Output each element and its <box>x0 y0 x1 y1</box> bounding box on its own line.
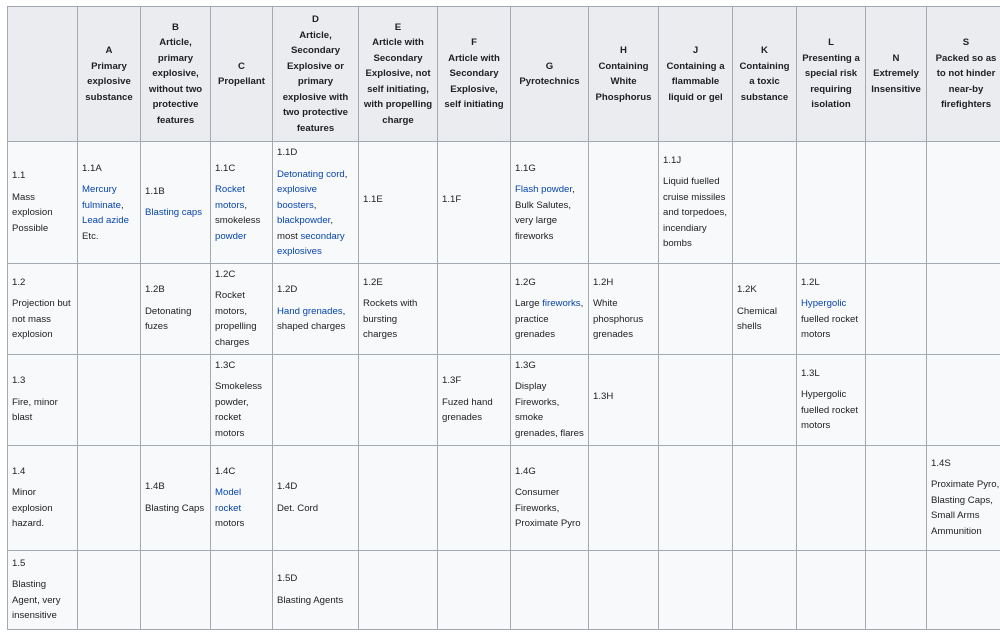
column-label: Presenting a special risk requiring isolation <box>801 51 861 113</box>
compatibility-cell-f <box>438 263 511 354</box>
division-code: 1.2 <box>12 275 73 291</box>
compatibility-cell-c <box>211 354 273 445</box>
column-letter: F <box>442 35 506 51</box>
compatibility-cell-g <box>511 142 589 264</box>
article-link[interactable]: Lead azide <box>82 215 129 226</box>
compatibility-cell-n <box>866 354 927 445</box>
article-link[interactable]: fireworks <box>542 298 580 309</box>
compatibility-code: 1.4C <box>215 464 268 480</box>
division-code: 1.5 <box>12 556 73 572</box>
description-text: , <box>314 200 317 211</box>
column-letter: N <box>870 51 922 67</box>
compatibility-cell-g <box>511 354 589 445</box>
compatibility-code: 1.3G <box>515 358 584 374</box>
compatibility-cell-h <box>589 354 659 445</box>
compatibility-cell-k <box>733 142 797 264</box>
compatibility-description <box>442 397 493 424</box>
compatibility-code: 1.3C <box>215 358 268 374</box>
compatibility-cell-j <box>659 550 733 629</box>
compatibility-cell-k <box>733 445 797 550</box>
column-header-g <box>511 7 589 142</box>
column-header-h <box>589 7 659 142</box>
compatibility-cell-d <box>273 550 359 629</box>
compatibility-cell-b <box>141 550 211 629</box>
column-header-j <box>659 7 733 142</box>
column-letter: S <box>931 35 1000 51</box>
compatibility-cell-f <box>438 142 511 264</box>
compatibility-cell-n <box>866 550 927 629</box>
compatibility-description <box>515 298 583 340</box>
article-link[interactable]: blackpowder <box>277 215 330 226</box>
description-text: Display Fireworks, smoke grenades, flares <box>515 381 584 439</box>
column-label: Article, primary explosive, without two protective features <box>145 35 206 128</box>
division-cell <box>8 354 78 445</box>
description-text: Etc. <box>82 231 99 242</box>
compatibility-cell-k <box>733 550 797 629</box>
column-letter: A <box>82 43 136 59</box>
column-header-b <box>141 7 211 142</box>
compatibility-description <box>215 184 260 242</box>
compatibility-cell-a <box>78 142 141 264</box>
compatibility-code: 1.1C <box>215 161 268 177</box>
division-code: 1.4 <box>12 464 73 480</box>
description-text: , smokeless <box>215 200 260 227</box>
compatibility-description <box>215 290 257 348</box>
article-link[interactable]: secondary explosives <box>277 231 345 258</box>
compatibility-cell-j <box>659 354 733 445</box>
description-text: Consumer Fireworks, Proximate Pyro <box>515 487 581 529</box>
compatibility-code: 1.1E <box>363 192 433 208</box>
article-link[interactable]: powder <box>215 231 246 242</box>
description-text: , practice grenades <box>515 298 583 340</box>
compatibility-cell-l <box>797 354 866 445</box>
description-text: motors <box>215 518 244 529</box>
description-text: Fuzed hand grenades <box>442 397 493 424</box>
compatibility-code: 1.1F <box>442 192 506 208</box>
column-letter: D <box>277 12 354 28</box>
compatibility-cell-f <box>438 550 511 629</box>
description-text: , shaped charges <box>277 306 345 333</box>
compatibility-cell-l <box>797 445 866 550</box>
column-header-a <box>78 7 141 142</box>
article-link[interactable]: Blasting caps <box>145 207 202 218</box>
compatibility-cell-g <box>511 445 589 550</box>
compatibility-cell-f <box>438 354 511 445</box>
article-link[interactable]: Detonating cord <box>277 169 345 180</box>
division-description: Fire, minor blast <box>12 395 73 426</box>
division-code: 1.1 <box>12 168 73 184</box>
article-link[interactable]: Hand grenades <box>277 306 343 317</box>
compatibility-description <box>277 595 343 606</box>
compatibility-cell-j <box>659 263 733 354</box>
column-label: Primary explosive substance <box>82 59 136 106</box>
description-text: Liquid fuelled cruise missiles and torpedoes, incendiary bombs <box>663 176 727 249</box>
description-text: Blasting Caps <box>145 503 204 514</box>
compatibility-code: 1.4B <box>145 479 206 495</box>
article-link[interactable]: Flash powder <box>515 184 572 195</box>
column-letter: K <box>737 43 792 59</box>
compatibility-cell-b <box>141 142 211 264</box>
compatibility-code: 1.4G <box>515 464 584 480</box>
compatibility-code: 1.4S <box>931 456 1000 472</box>
compatibility-description <box>931 479 999 537</box>
column-label: Propellant <box>215 74 268 90</box>
description-text: Det. Cord <box>277 503 318 514</box>
compatibility-code: 1.1A <box>82 161 136 177</box>
compatibility-cell-a <box>78 354 141 445</box>
division-description: Projection but not mass explosion <box>12 296 73 343</box>
table-row <box>8 263 1000 354</box>
compatibility-description <box>82 184 129 242</box>
column-letter: L <box>801 35 861 51</box>
column-label: Containing a toxic substance <box>737 59 792 106</box>
header-row <box>8 7 1000 142</box>
division-cell <box>8 142 78 264</box>
compatibility-cell-g <box>511 550 589 629</box>
compatibility-description <box>663 176 727 249</box>
column-label: Article with Secondary Explosive, not self initiating, with propelling charge <box>363 35 433 128</box>
column-label: Article with Secondary Explosive, self initiating <box>442 51 506 113</box>
column-letter: J <box>663 43 728 59</box>
compatibility-cell-j <box>659 445 733 550</box>
description-text: , most <box>277 215 333 242</box>
compatibility-description <box>215 381 262 439</box>
division-cell <box>8 550 78 629</box>
description-text: White phosphorus grenades <box>593 298 643 340</box>
column-letter: G <box>515 59 584 75</box>
column-label: Article, Secondary Explosive or primary explosive with two protective features <box>277 28 354 137</box>
compatibility-description <box>145 306 191 333</box>
division-description: Minor explosion hazard. <box>12 485 73 532</box>
compatibility-cell-b <box>141 263 211 354</box>
compatibility-code: 1.1J <box>663 153 728 169</box>
description-text: , <box>121 200 124 211</box>
column-letter: B <box>145 20 206 36</box>
column-header-d <box>273 7 359 142</box>
compatibility-description <box>801 389 858 431</box>
article-link[interactable]: Hypergolic <box>801 298 846 309</box>
compatibility-code: 1.2D <box>277 282 354 298</box>
description-text: Hypergolic fuelled rocket motors <box>801 389 858 431</box>
compatibility-cell-s <box>927 142 1000 264</box>
compatibility-description <box>801 298 858 340</box>
table-body <box>8 142 1000 630</box>
compatibility-code: 1.1G <box>515 161 584 177</box>
compatibility-cell-s <box>927 445 1000 550</box>
compatibility-cell-e <box>359 354 438 445</box>
compatibility-cell-n <box>866 263 927 354</box>
article-link[interactable]: Model rocket <box>215 487 241 514</box>
article-link[interactable]: Mercury fulminate <box>82 184 121 211</box>
compatibility-description <box>515 487 581 529</box>
compatibility-cell-c <box>211 263 273 354</box>
compatibility-cell-b <box>141 445 211 550</box>
column-label: Pyrotechnics <box>515 74 584 90</box>
compatibility-cell-d <box>273 445 359 550</box>
compatibility-code: 1.4D <box>277 479 354 495</box>
description-text: , Bulk Salutes, very large fireworks <box>515 184 575 242</box>
column-label: Extremely Insensitive <box>870 66 922 97</box>
compatibility-cell-n <box>866 142 927 264</box>
column-header-l <box>797 7 866 142</box>
description-text: Rockets with bursting charges <box>363 298 417 340</box>
compatibility-description <box>515 184 575 242</box>
compatibility-cell-b <box>141 354 211 445</box>
compatibility-cell-d <box>273 263 359 354</box>
compatibility-cell-l <box>797 142 866 264</box>
compatibility-cell-f <box>438 445 511 550</box>
compatibility-cell-l <box>797 550 866 629</box>
description-text: fuelled rocket motors <box>801 314 858 341</box>
compatibility-cell-c <box>211 550 273 629</box>
compatibility-cell-e <box>359 445 438 550</box>
column-header-n <box>866 7 927 142</box>
compatibility-code: 1.3F <box>442 373 506 389</box>
column-letter: C <box>215 59 268 75</box>
compatibility-code: 1.2K <box>737 282 792 298</box>
table-row <box>8 354 1000 445</box>
description-text: Chemical shells <box>737 306 777 333</box>
compatibility-cell-g <box>511 263 589 354</box>
compatibility-code: 1.2B <box>145 282 206 298</box>
compatibility-cell-h <box>589 263 659 354</box>
compatibility-description <box>145 503 204 514</box>
compatibility-code: 1.5D <box>277 571 354 587</box>
hazard-division-table <box>7 6 1000 630</box>
compatibility-code: 1.1D <box>277 145 354 161</box>
compatibility-cell-l <box>797 263 866 354</box>
compatibility-description <box>593 298 643 340</box>
column-header-c <box>211 7 273 142</box>
compatibility-cell-k <box>733 263 797 354</box>
compatibility-code: 1.3H <box>593 389 654 405</box>
compatibility-code: 1.1B <box>145 184 206 200</box>
compatibility-cell-d <box>273 354 359 445</box>
division-description: Mass explosion Possible <box>12 190 73 237</box>
compatibility-cell-s <box>927 354 1000 445</box>
compatibility-cell-s <box>927 550 1000 629</box>
compatibility-description <box>363 298 417 340</box>
column-header-e <box>359 7 438 142</box>
compatibility-cell-k <box>733 354 797 445</box>
description-text: Detonating fuzes <box>145 306 191 333</box>
column-header-s <box>927 7 1000 142</box>
corner-header <box>8 7 78 142</box>
description-text: Smokeless powder, rocket motors <box>215 381 262 439</box>
column-label: Containing White Phosphorus <box>593 59 654 106</box>
description-text: Large <box>515 298 542 309</box>
compatibility-code: 1.2L <box>801 275 861 291</box>
compatibility-cell-a <box>78 445 141 550</box>
compatibility-cell-j <box>659 142 733 264</box>
description-text: Rocket motors, propelling charges <box>215 290 257 348</box>
table-row <box>8 550 1000 629</box>
description-text: Blasting Agents <box>277 595 343 606</box>
compatibility-cell-e <box>359 550 438 629</box>
division-code: 1.3 <box>12 373 73 389</box>
compatibility-description <box>515 381 584 439</box>
compatibility-description <box>277 503 318 514</box>
compatibility-cell-n <box>866 445 927 550</box>
column-header-f <box>438 7 511 142</box>
compatibility-cell-e <box>359 263 438 354</box>
article-link[interactable]: explosive boosters <box>277 184 317 211</box>
column-letter: H <box>593 43 654 59</box>
compatibility-cell-c <box>211 142 273 264</box>
compatibility-description <box>145 207 202 218</box>
description-text: Proximate Pyro, Blasting Caps, Small Arms Ammunition <box>931 479 999 537</box>
compatibility-cell-e <box>359 142 438 264</box>
division-cell <box>8 445 78 550</box>
table-row <box>8 445 1000 550</box>
compatibility-code: 1.2G <box>515 275 584 291</box>
compatibility-description <box>737 306 777 333</box>
column-label: Packed so as to not hinder near-by firefighters <box>931 51 1000 113</box>
compatibility-code: 1.2E <box>363 275 433 291</box>
compatibility-cell-s <box>927 263 1000 354</box>
compatibility-cell-d <box>273 142 359 264</box>
compatibility-cell-h <box>589 445 659 550</box>
column-header-k <box>733 7 797 142</box>
compatibility-cell-h <box>589 142 659 264</box>
column-letter: E <box>363 20 433 36</box>
column-label: Containing a flammable liquid or gel <box>663 59 728 106</box>
compatibility-cell-c <box>211 445 273 550</box>
description-text: , <box>345 169 348 180</box>
compatibility-description <box>215 487 244 529</box>
division-cell <box>8 263 78 354</box>
compatibility-description <box>277 306 345 333</box>
compatibility-cell-h <box>589 550 659 629</box>
compatibility-code: 1.3L <box>801 366 861 382</box>
compatibility-code: 1.2C <box>215 267 268 283</box>
compatibility-description <box>277 169 347 258</box>
compatibility-cell-a <box>78 263 141 354</box>
division-description: Blasting Agent, very insensitive <box>12 577 73 624</box>
compatibility-code: 1.2H <box>593 275 654 291</box>
article-link[interactable]: Rocket motors <box>215 184 245 211</box>
compatibility-cell-a <box>78 550 141 629</box>
table-row <box>8 142 1000 264</box>
